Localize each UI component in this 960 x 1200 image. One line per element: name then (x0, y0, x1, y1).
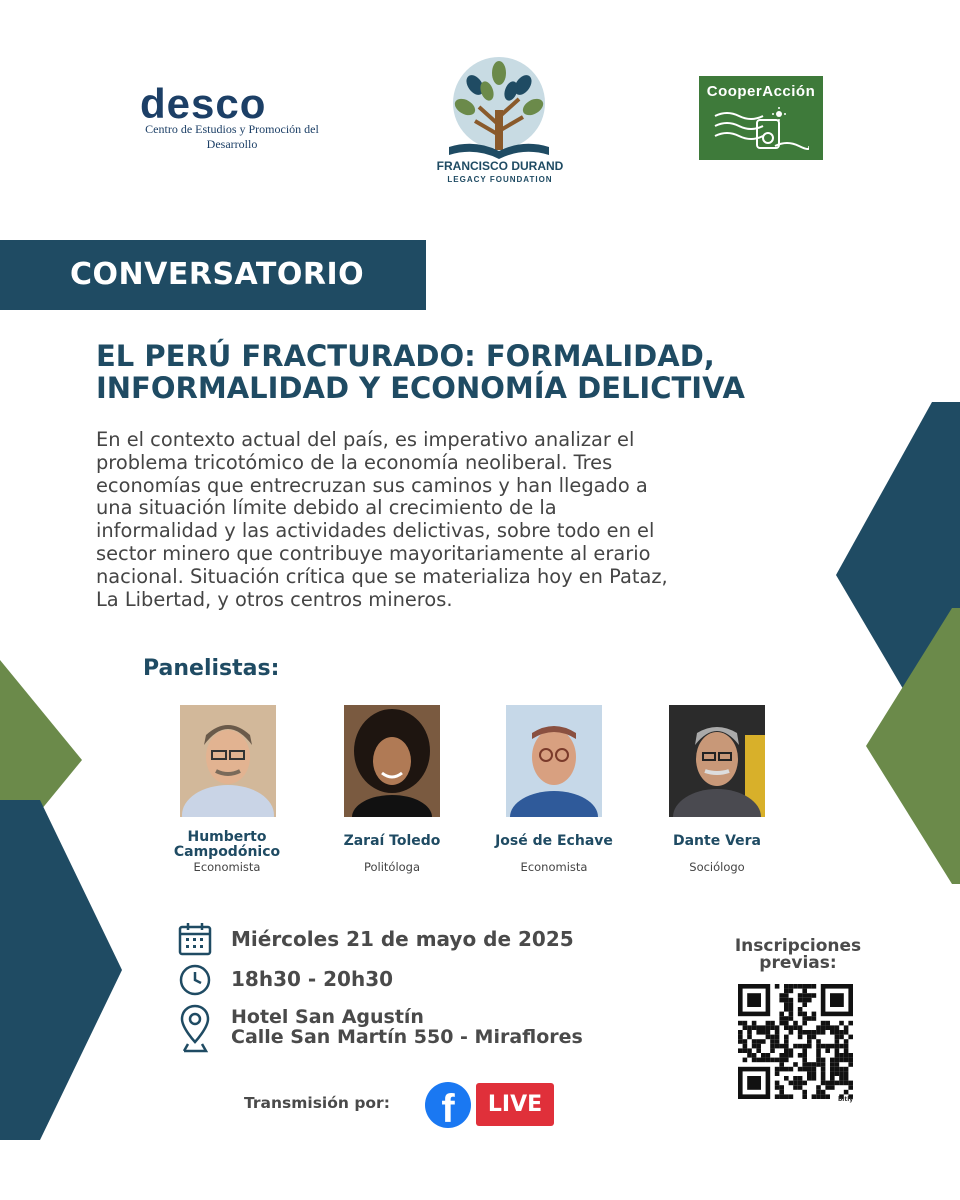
panelist-name: Zaraí Toledo (343, 833, 441, 849)
event-date: Miércoles 21 de mayo de 2025 (231, 927, 574, 951)
event-title: EL PERÚ FRACTURADO: FORMALIDAD, INFORMALIDAD Y ECONOMÍA DELICTIVA (96, 339, 745, 405)
event-description: En el contexto actual del país, es imperativo analizar el problema tricotómico de la economía neoliberal. Tres economías que entrecruzan sus caminos y han llegado a una situación límite debido al crecimiento de la informalidad y las actividades delictivas, sobre todo en el sector minero que contribuye mayoritariamente al erario nacional. Situación crítica que se materializa hoy en Pataz, La Libertad, y otros centros mineros. (96, 428, 668, 611)
fdlf-logo-text: FRANCISCO DURAND LEGACY FOUNDATION (436, 159, 564, 184)
qr-code[interactable] (738, 984, 858, 1106)
panelist-name: Dante Vera (672, 833, 761, 849)
clock-icon (178, 963, 212, 997)
stamp-icon (713, 106, 809, 154)
avatar-dante (669, 705, 765, 817)
calendar-icon (178, 922, 212, 956)
avatar-zarai (344, 705, 440, 817)
facebook-icon[interactable]: f (425, 1082, 471, 1128)
panelist-role: Economista (193, 860, 261, 874)
event-venue: Hotel San Agustín (231, 1006, 424, 1028)
qr-caption: bitly (838, 1096, 854, 1103)
panelist-name: José de Echave (495, 833, 613, 849)
conversatorio-banner (0, 240, 426, 310)
panelist-role: Sociólogo (689, 860, 745, 874)
live-badge[interactable]: LIVE (476, 1083, 554, 1126)
desco-logo: desco (140, 80, 267, 127)
panelist-role: Politóloga (363, 860, 421, 874)
location-pin-icon (180, 1004, 210, 1054)
banner-label: CONVERSATORIO (70, 257, 365, 292)
left-navy-hexagon (0, 800, 122, 1140)
panelists-heading: Panelistas: (143, 656, 280, 681)
stream-label: Transmisión por: (244, 1094, 390, 1112)
registration-label: Inscripciones previas: (734, 936, 862, 973)
avatar-jose (506, 705, 602, 817)
cooperaccion-logo: CooperAcción (699, 76, 823, 160)
desco-subtitle: Centro de Estudios y Promoción del Desarrollo (145, 122, 319, 151)
panelist-name: Humberto Campodónico (173, 829, 281, 860)
panelist-role: Economista (520, 860, 588, 874)
event-time: 18h30 - 20h30 (231, 967, 394, 991)
avatar-humberto (180, 705, 276, 817)
event-address: Calle San Martín 550 - Miraflores (231, 1026, 583, 1048)
